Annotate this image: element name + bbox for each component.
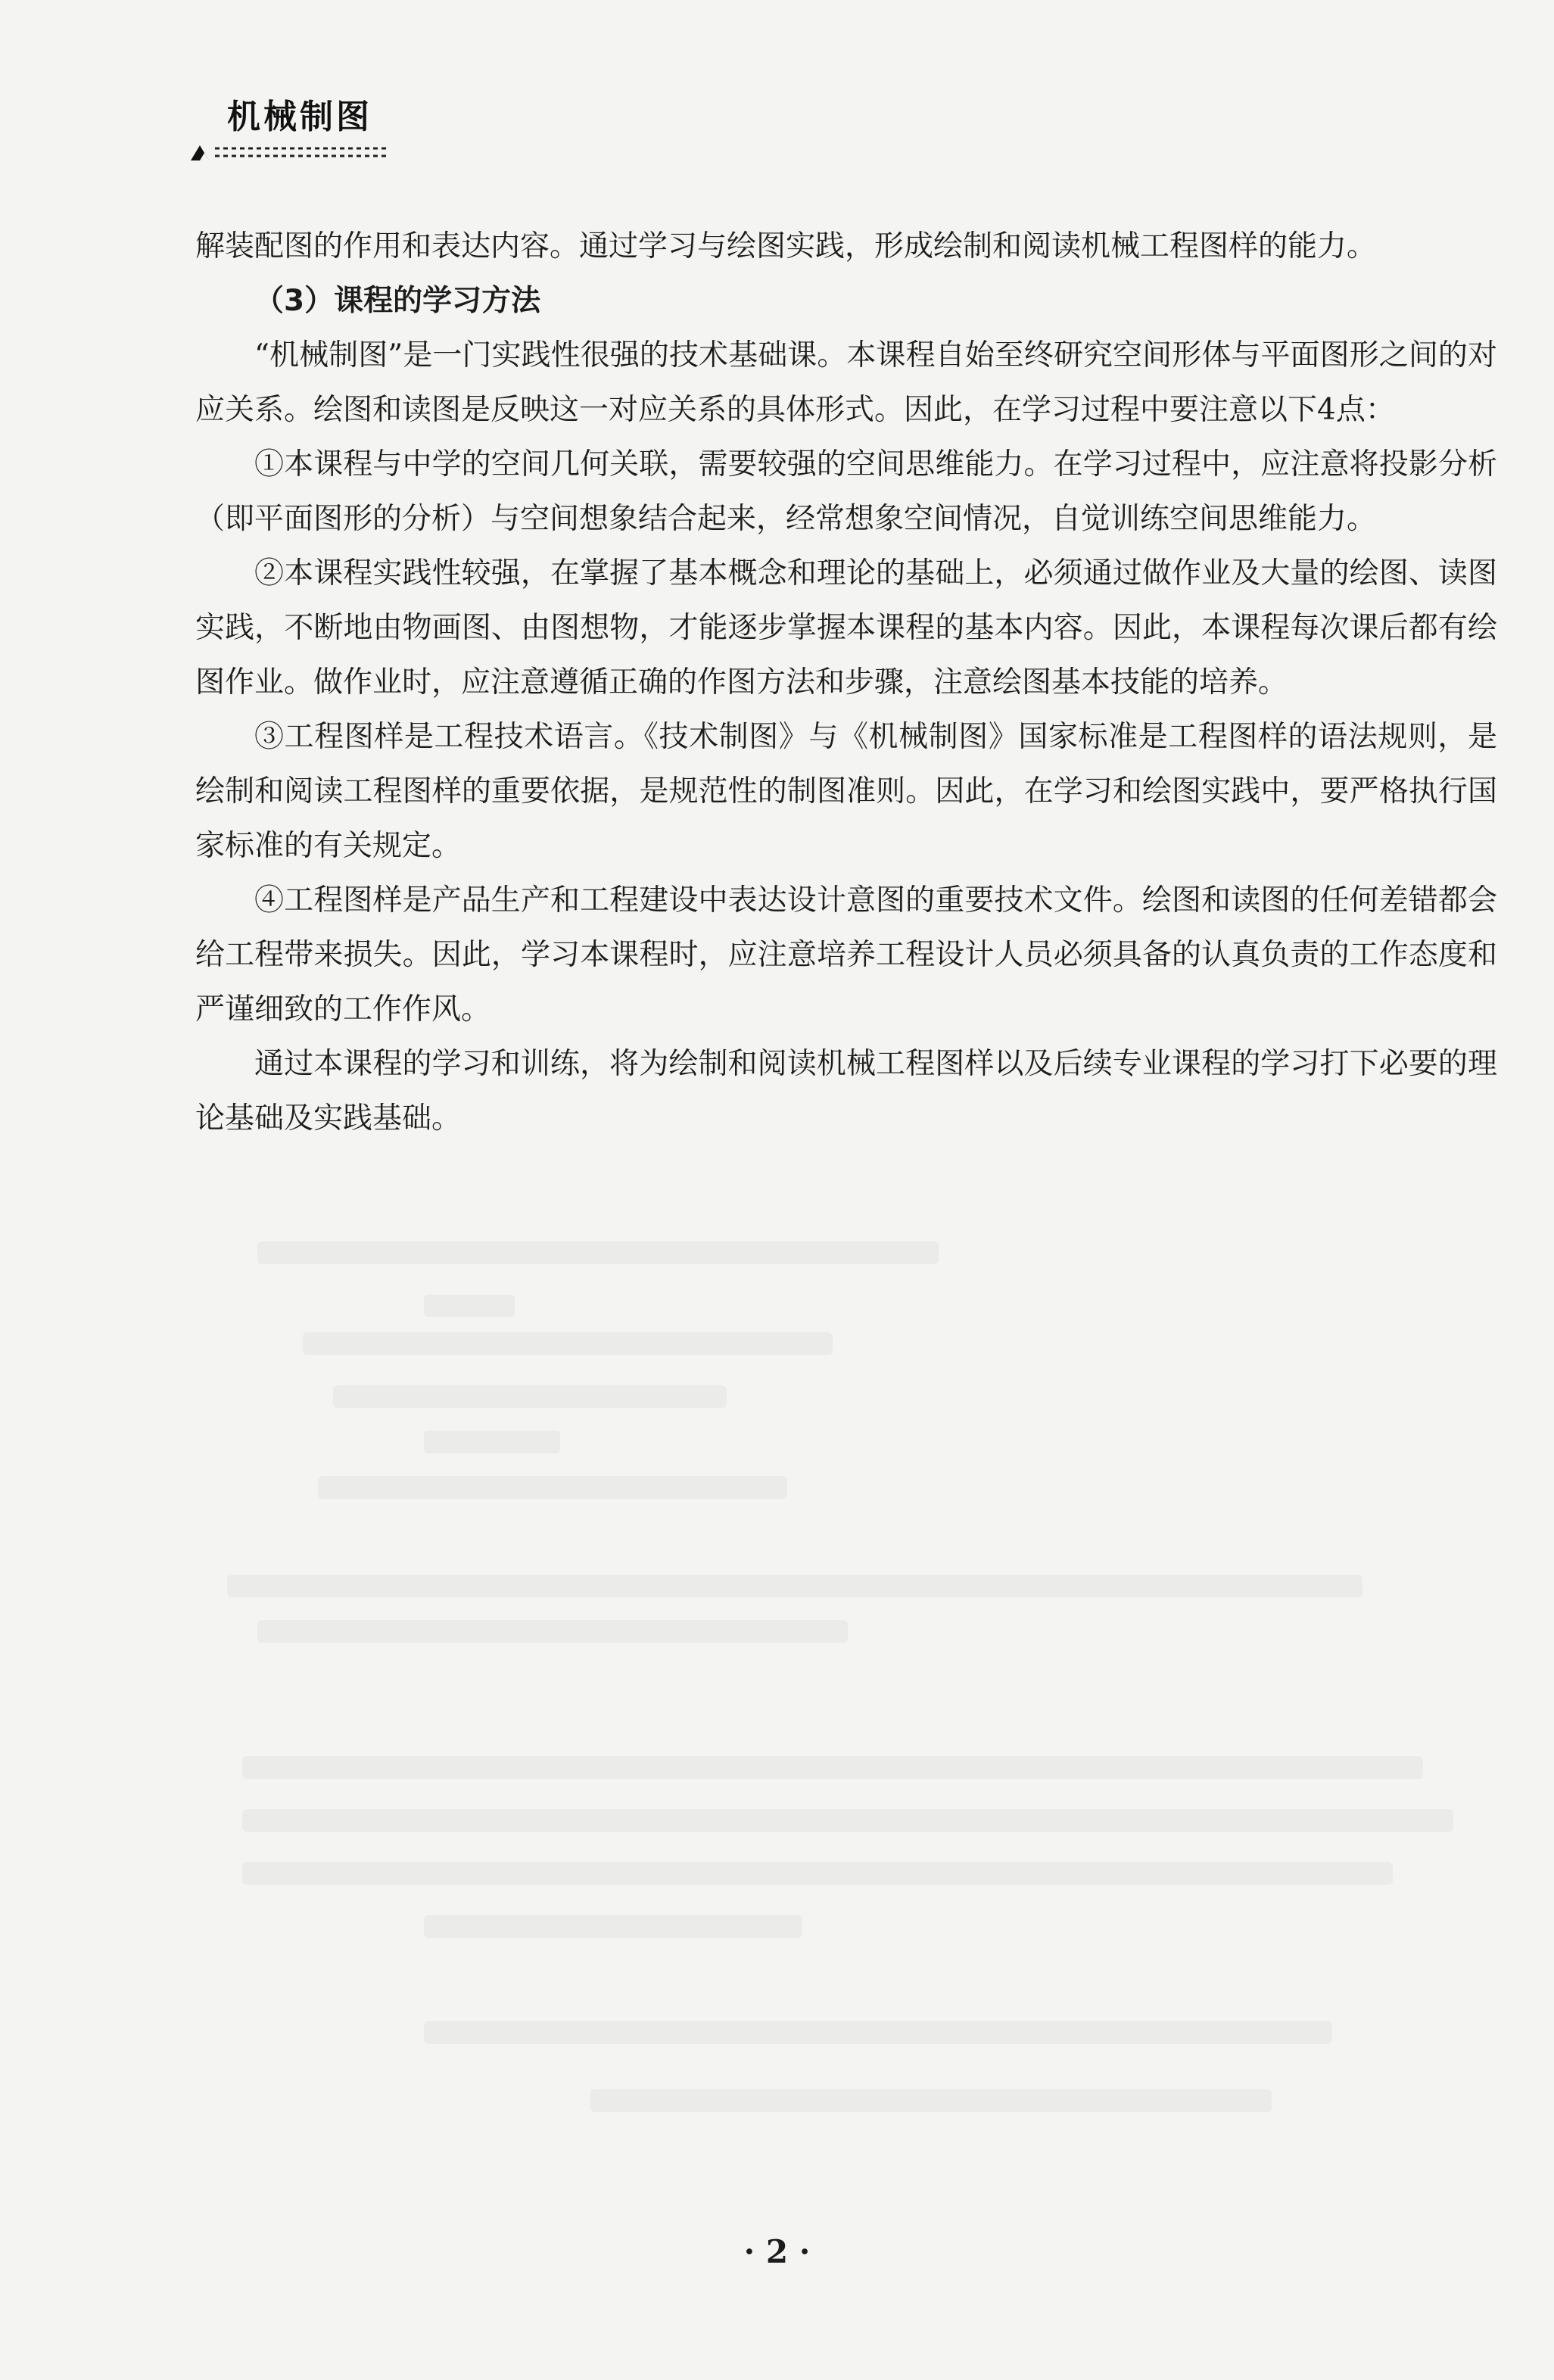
running-header-title: 机械制图 (227, 98, 372, 136)
paragraph-point-1: ①本课程与中学的空间几何关联，需要较强的空间思维能力。在学习过程中，应注意将投影分析（即平面图形的分析）与空间想象结合起来，经常想象空间情况，自觉训练空间思维能力。 (195, 447, 1497, 536)
paragraph-point-2: ②本课程实践性较强，在掌握了基本概念和理论的基础上，必须通过做作业及大量的绘图、读图实践，不断地由物画图、由图想物，才能逐步掌握本课程的基本内容。因此，本课程每次课后都有绘图作业。做作业时，应注意遵循正确的作图方法和步骤，注意绘图基本技能的培养。 (195, 556, 1497, 699)
header-triangle-dash-ornament (189, 142, 394, 162)
paragraph-intro: “机械制图”是一门实践性很强的技术基础课。本课程自始至终研究空间形体与平面图形之间的对应关系。绘图和读图是反映这一对应关系的具体形式。因此，在学习过程中要注意以下4点： (195, 338, 1497, 427)
page-number: · 2 · (743, 2233, 811, 2270)
show-through-background (197, 1226, 1499, 2210)
section-heading-learning-methods: （3）课程的学习方法 (254, 284, 541, 318)
paragraph-point-4: ④工程图样是产品生产和工程建设中表达设计意图的重要技术文件。绘图和读图的任何差错都会给工程带来损失。因此，学习本课程时，应注意培养工程设计人员必须具备的认真负责的工作态度和严谨细致的工作作风。 (195, 883, 1497, 1026)
paragraph-point-3: ③工程图样是工程技术语言。《技术制图》与《机械制图》国家标准是工程图样的语法规则，是绘制和阅读工程图样的重要依据，是规范性的制图准则。因此，在学习和绘图实践中，要严格执行国家标准的有关规定。 (195, 720, 1497, 863)
paragraph-conclusion: 通过本课程的学习和训练，将为绘制和阅读机械工程图样以及后续专业课程的学习打下必要的理论基础及实践基础。 (195, 1047, 1497, 1135)
main-text-block (195, 220, 1497, 1146)
paragraph-continuation: 解装配图的作用和表达内容。通过学习与绘图实践，形成绘制和阅读机械工程图样的能力。 (195, 229, 1377, 263)
